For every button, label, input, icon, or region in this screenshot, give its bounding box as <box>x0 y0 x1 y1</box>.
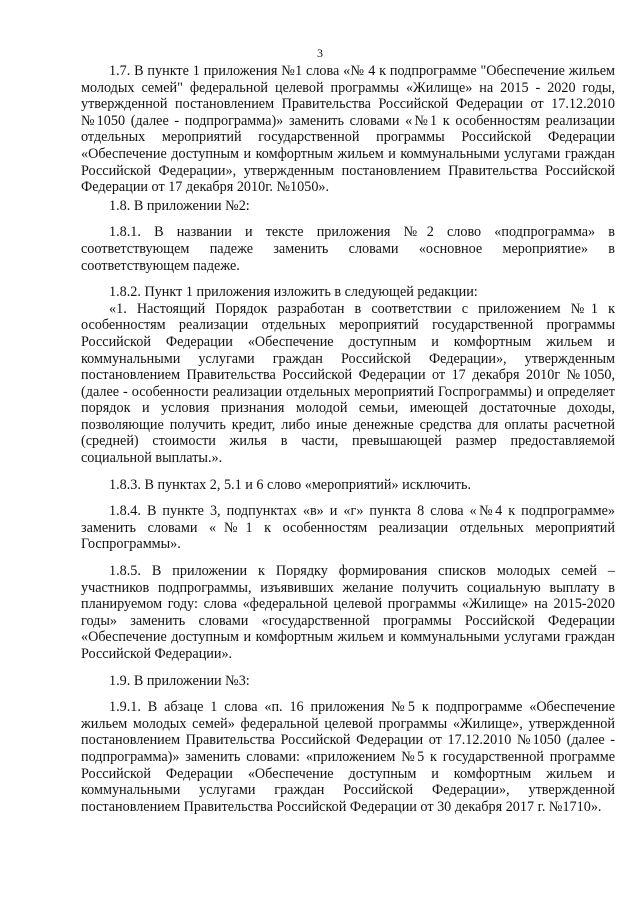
paragraph-1-8-2: 1.8.2. Пункт 1 приложения изложить в следующей редакции: <box>109 284 478 301</box>
paragraph-1-9-1: 1.9.1. В абзаце 1 слова «п. 16 приложения №5 к подпрограмме «Обеспечение жильем молодых семей» федеральной целевой программы «Жилище», утвержденной постановлением Правительства Российской Федерации от 17.12.2010 №1050 (далее - подпрограмма)» заменить словами: «приложением №5 к государственной программе Российской Федерации «Обеспечение доступным и комфортным жильем и коммунальными услугами граждан Российской Федерации», утвержденной постановлением Правительства Российской Федерации от 30 декабря 2017 г. №1710». <box>81 699 615 815</box>
paragraph-1-8-5: 1.8.5. В приложении к Порядку формирования списков молодых семей – участников подпрограммы, изъявивших желание получить социальную выплату в планируемом году: слова «федеральной целевой программы «Жилище» на 2015-2020 годы» заменить словами «государственной программы Российской Федерации «Обеспечение доступным и комфортным жильем и коммунальными услугами граждан Российской Федерации». <box>81 563 615 662</box>
paragraph-1-8-4: 1.8.4. В пункте 3, подпунктах «в» и «г» пункта 8 слова «№4 к подпрограмме» заменить словами «№1 к особенностям реализации отдельных мероприятий Госпрограммы». <box>81 503 615 553</box>
document-body <box>81 63 615 815</box>
paragraph-1-8-1: 1.8.1. В названии и тексте приложения №2 слово «подпрограмма» в соответствующем падеже заменить словами «основное мероприятие» в соответствующем падеже. <box>81 224 615 274</box>
paragraph-1-8-3: 1.8.3. В пунктах 2, 5.1 и 6 слово «мероприятий» исключить. <box>109 476 471 493</box>
paragraph-quoted-1: «1. Настоящий Порядок разработан в соответствии с приложением №1 к особенностям реализации отдельных мероприятий государственной программы Российской Федерации «Обеспечение доступным и комфортным жильем и коммунальными услугами граждан Российской Федерации», утвержденным постановлением Правительства Российской Федерации от 17 декабря 2010г №1050, (далее - особенности реализации отдельных мероприятий Госпрограммы) и определяет порядок и условия признания молодой семьи, имеющей достаточные доходы, позволяющие получить кредит, либо иные денежные средства для оплаты расчетной (средней) стоимости жилья в части, превышающей размер предоставляемой социальной выплаты.». <box>81 300 615 467</box>
paragraph-1-7: 1.7. В пункте 1 приложения №1 слова «№ 4 к подпрограмме "Обеспечение жильем молодых семей" федеральной целевой программы «Жилище» на 2015 - 2020 годы, утвержденной постановлением Правительства Российской Федерации от 17.12.2010 №1050 (далее - подпрограмма)» заменить словами «№1 к особенностям реализации отдельных мероприятий государственной программы Российской Федерации «Обеспечение доступным и комфортным жильем и коммунальными услугами граждан Российской Федерации», утвержденным постановлением Правительства Российской Федерации от 17 декабря 2010г. №1050». <box>81 63 615 196</box>
paragraph-1-8: 1.8. В приложении №2: <box>109 197 250 214</box>
paragraph-1-9: 1.9. В приложении №3: <box>109 672 250 689</box>
page-number: 3 <box>317 46 323 60</box>
